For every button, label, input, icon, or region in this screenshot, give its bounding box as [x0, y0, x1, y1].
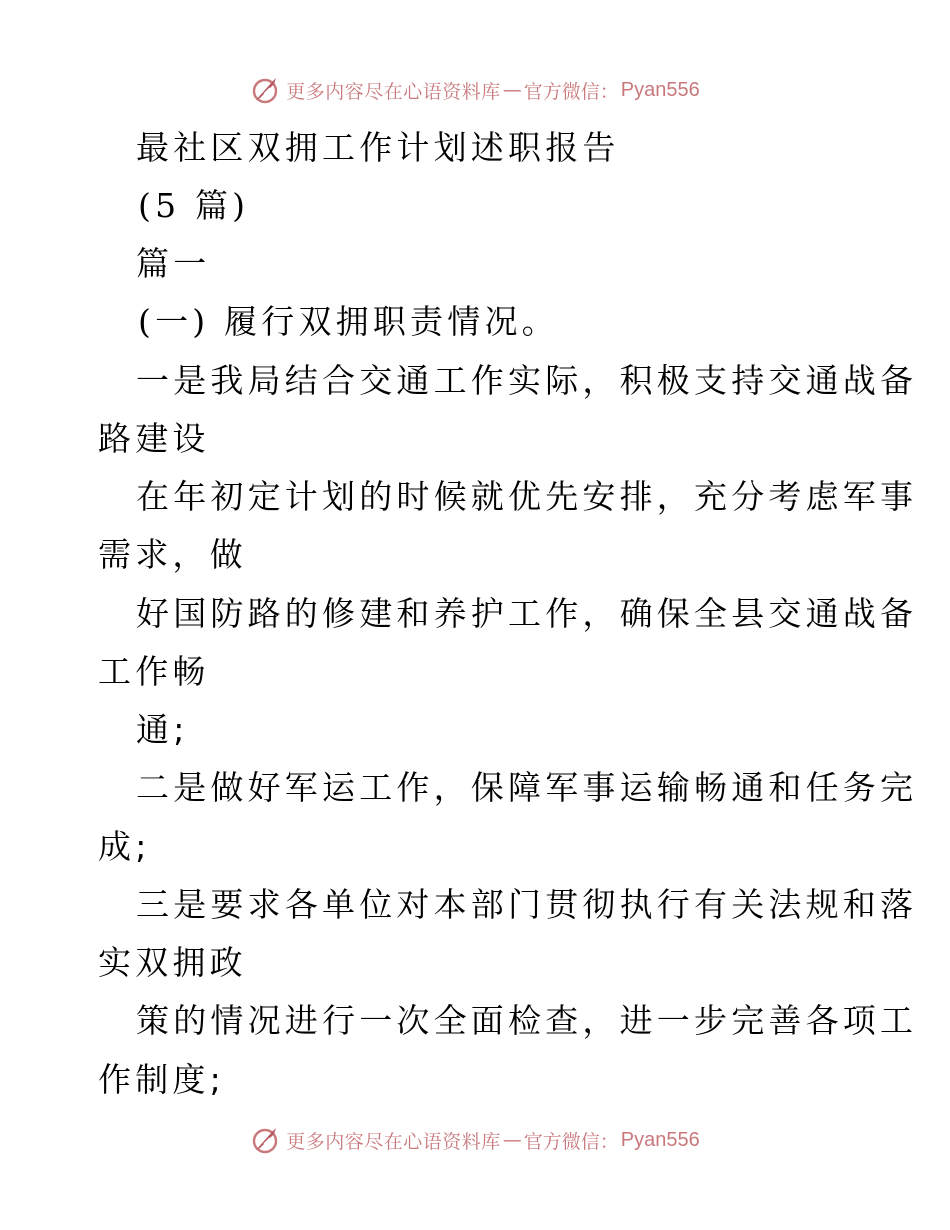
paragraph-line: 好国防路的修建和养护工作，确保全县交通战备 [136, 594, 918, 633]
paragraph-line: 工作畅 [98, 652, 210, 691]
watermark-wechat-label: 官方微信： [523, 80, 619, 103]
watermark-dash: — [502, 79, 522, 101]
paragraph-line: 成; [98, 827, 151, 866]
paragraph-line: 策的情况进行一次全面检查，进一步完善各项工 [136, 1001, 918, 1040]
document-subtitle: (5 篇) [138, 186, 250, 225]
section-heading: 篇一 [136, 244, 211, 283]
header-watermark [0, 70, 950, 110]
quill-logo-icon [250, 74, 282, 106]
watermark-wechat-id: Pyan556 [620, 1128, 700, 1151]
watermark-text: 更多内容尽在心语资料库 [286, 1130, 501, 1153]
footer-watermark [0, 1120, 950, 1160]
paragraph-line: 三是要求各单位对本部门贯彻执行有关法规和落 [136, 885, 918, 924]
paragraph-line: 在年初定计划的时候就优先安排，充分考虑军事 [136, 477, 918, 516]
quill-logo-icon [250, 1124, 282, 1156]
watermark-wechat-id: Pyan556 [620, 78, 700, 101]
paragraph-line: 作制度; [98, 1060, 225, 1099]
paragraph-line: 通; [136, 710, 189, 749]
paragraph-line: 一是我局结合交通工作实际，积极支持交通战备 [136, 361, 918, 400]
watermark-dash: — [502, 1129, 522, 1151]
watermark-wechat-label: 官方微信： [523, 1130, 619, 1153]
paragraph-line: 需求，做 [98, 535, 247, 574]
document-title: 最社区双拥工作计划述职报告 [136, 128, 620, 167]
subsection-heading: (一) 履行双拥职责情况。 [138, 302, 559, 341]
paragraph-line: 路建设 [98, 419, 210, 458]
watermark-text: 更多内容尽在心语资料库 [286, 80, 501, 103]
paragraph-line: 实双拥政 [98, 943, 247, 982]
paragraph-line: 二是做好军运工作，保障军事运输畅通和任务完 [136, 768, 918, 807]
